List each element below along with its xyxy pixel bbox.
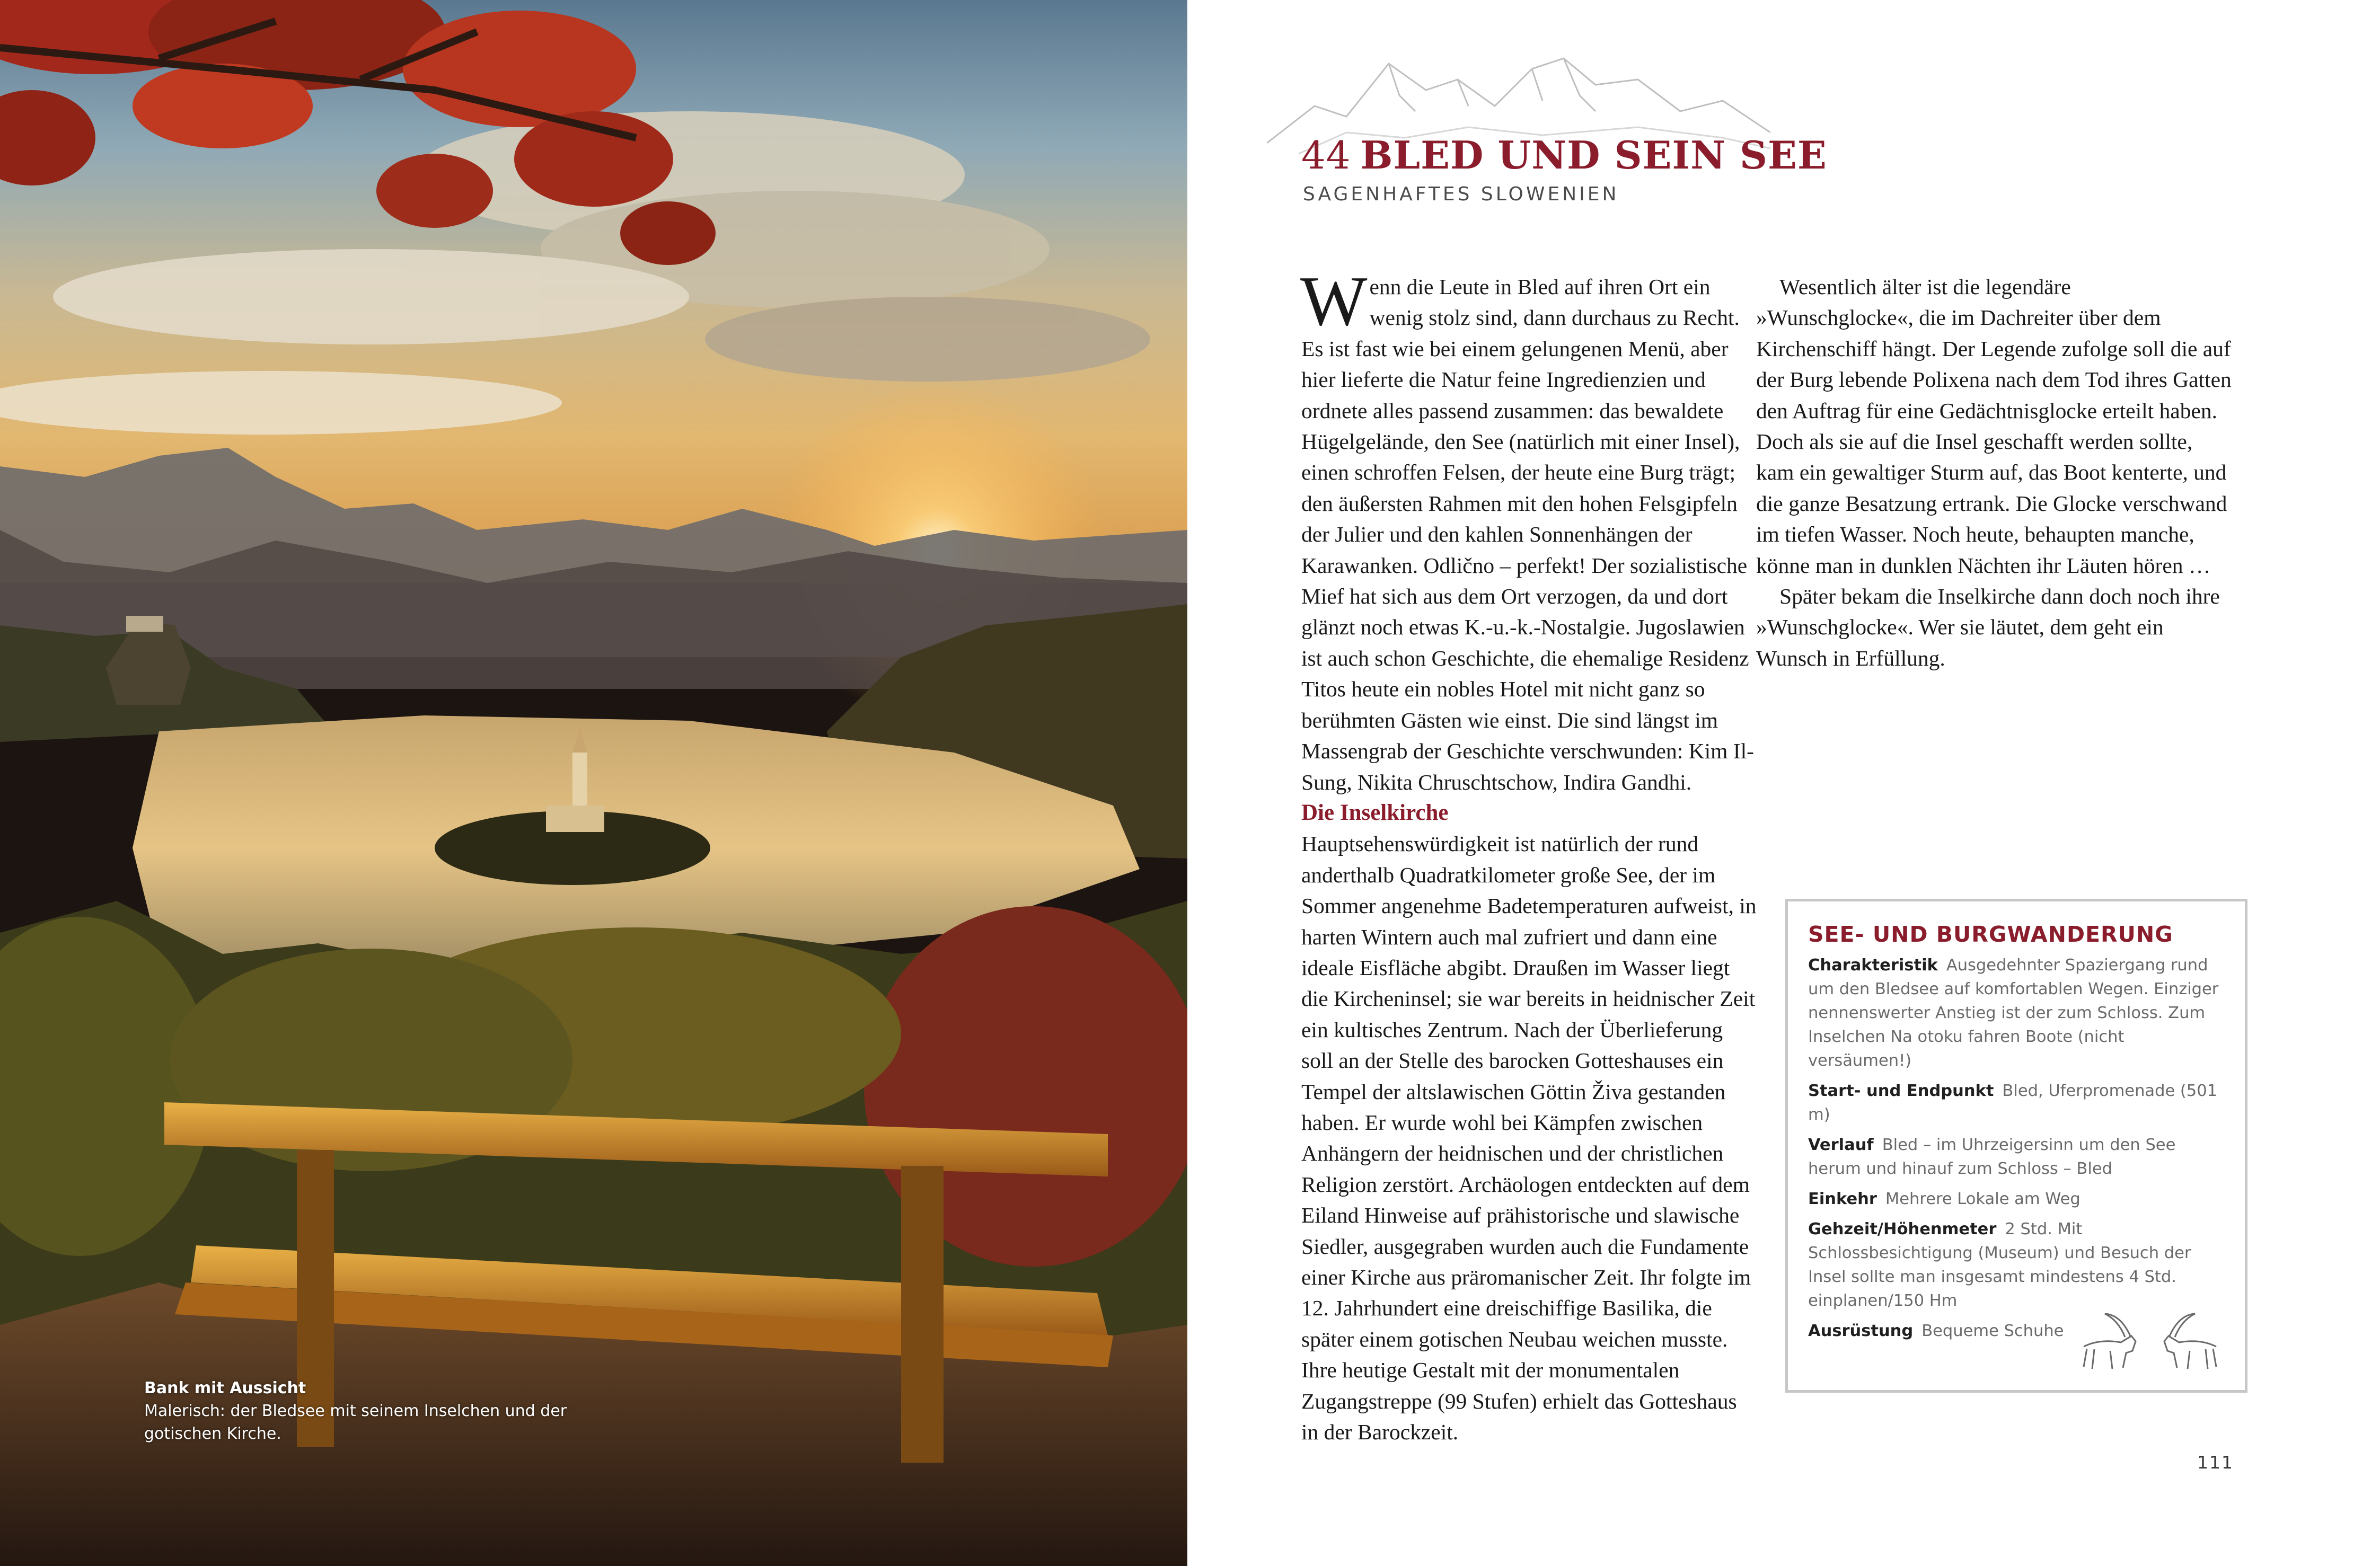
ibex-icon (2068, 1310, 2232, 1378)
dropcap: W (1300, 262, 1368, 340)
info-label: Verlauf (1808, 1136, 1874, 1154)
caption-title: Bank mit Aussicht (144, 1379, 306, 1397)
info-label: Start- und Endpunkt (1808, 1082, 1994, 1100)
paragraph-spaeter: Später bekam die Inselkirche dann doch noch ihre »Wunschglocke«. Wer sie läutet, dem geht ein Wunsch in Erfüllung. (1756, 584, 2220, 670)
text-column-right (1756, 271, 2233, 674)
info-item-charakteristik (1808, 953, 2226, 1073)
intro-text: enn die Leute in Bled auf ihren Ort ein wenig stolz sind, dann durchaus zu Recht. Es ist fast wie bei einem gelungenen Menü, aber hier lieferte die Natur feine Ingredienzien und ordnete alles passend zusammen: das bewaldete Hügelgelände, den See (natürlich mit einer Insel), einen schroffen Felsen, der heute eine Burg trägt; den äußersten Rahmen mit den hohen Felsgipfeln der Julier und den kahlen Sonnenhängen der Karawanken. Odlično – perfekt! Der sozialistische Mief hat sich aus dem Ort verzogen, da und dort glänzt noch etwas K.-u.-k.-Nostalgie. Jugoslawien ist auch schon Geschichte, die ehemalige Residenz Titos heute ein nobles Hotel mit nicht ganz so berühmten Gästen wie einst. Die sind längst im Massengrab der Geschichte verschwunden: Kim Il-Sung, Nikita Chruschtschow, Indira Gandhi. (1301, 275, 1754, 794)
hike-info-box (1785, 899, 2247, 1393)
lake-bled-photo (0, 0, 1187, 1566)
chapter-title (1301, 131, 1827, 179)
section-heading: Die Inselkirche (1301, 800, 1449, 825)
info-text: Bequeme Schuhe (1921, 1322, 2064, 1340)
info-label: Gehzeit/Höhenmeter (1808, 1220, 1997, 1238)
page-number: 111 (2197, 1452, 2234, 1473)
photo-caption (144, 1377, 579, 1445)
chapter-heading: BLED UND SEIN SEE (1360, 132, 1827, 178)
info-item-verlauf (1808, 1133, 2226, 1181)
text-column-left (1300, 262, 1759, 1447)
photo-page (0, 0, 1187, 1566)
paragraph-wunschglocke: Wesentlich älter ist die legendäre »Wunschglocke«, die im Dachreiter über dem Kirchenschiff hängt. Der Legende zufolge soll die auf der Burg lebende Polixena nach dem Tod ihres Gatten den Auftrag für eine Gedächtnisglocke erteilt haben. Doch als sie auf die Insel geschafft werden sollte, kam ein gewaltiger Sturm auf, das Boot kenterte, und die ganze Besatzung ertrank. Die Glocke verschwand im tiefen Wasser. Noch heute, behaupten manche, könne man in dunklen Nächten ihr Läuten hören … (1756, 275, 2232, 578)
intro-paragraph (1300, 262, 1759, 798)
info-label: Ausrüstung (1808, 1322, 1914, 1340)
info-item-gehzeit (1808, 1217, 2226, 1313)
text-page (1187, 0, 2380, 1566)
chapter-number: 44 (1301, 133, 1351, 178)
info-item-startpunkt (1808, 1079, 2226, 1127)
caption-text: Malerisch: der Bledsee mit seinem Inselchen und der gotischen Kirche. (144, 1402, 567, 1443)
info-text: Bled – im Uhrzeigersinn um den See herum und hinauf zum Schloss – Bled (1808, 1136, 2176, 1178)
info-text: Bled, Uferpromenade (501 m) (1808, 1082, 2218, 1124)
hike-info-title: SEE- UND BURGWANDERUNG (1808, 922, 2173, 947)
info-text: 2 Std. Mit Schlossbesichtigung (Museum) und Besuch der Insel sollte man insgesamt mindestens 4 Std. einplanen/150 Hm (1808, 1220, 2191, 1310)
info-text: Mehrere Lokale am Weg (1885, 1190, 2081, 1208)
info-label: Einkehr (1808, 1190, 1877, 1208)
info-label: Charakteristik (1808, 956, 1938, 975)
paragraph-inselkirche: Hauptsehenswürdigkeit ist natürlich der rund anderthalb Quadratkilometer große See, der im Sommer angenehme Badetemperaturen aufweist, in harten Wintern auch mal zufriert und dann eine ideale Eisfläche abgibt. Draußen im Wasser liegt die Kircheninsel; sie war bereits in heidnischer Zeit ein kultisches Zentrum. Nach der Überlieferung soll an der Stelle des barocken Gotteshauses ein Tempel der altslawischen Göttin Živa gestanden haben. Er wurde wohl bei Kämpfen zwischen Anhängern der heidnischen und der christlichen Religion zerstört. Archäologen entdeckten auf dem Eiland Hinweise auf prähistorische und slawische Siedler, ausgegraben wurden auch die Fundamente einer Kirche aus präromanischer Zeit. Ihr folgte im 12. Jahrhundert eine dreischiffige Basilika, die später einem gotischen Neubau weichen musste. Ihre heutige Gestalt mit der monumentalen Zugangstreppe (99 Stufen) erhielt das Gotteshaus in der Barockzeit. (1301, 831, 1757, 1445)
info-item-einkehr (1808, 1187, 2226, 1211)
info-text: Ausgedehnter Spaziergang rund um den Bledsee auf komfortablen Wegen. Einziger nennenswerter Anstieg ist der zum Schloss. Zum Inselchen Na otoku fahren Boote (nicht versäumen!) (1808, 956, 2219, 1070)
chapter-subtitle: SAGENHAFTES SLOWENIEN (1303, 183, 1619, 205)
